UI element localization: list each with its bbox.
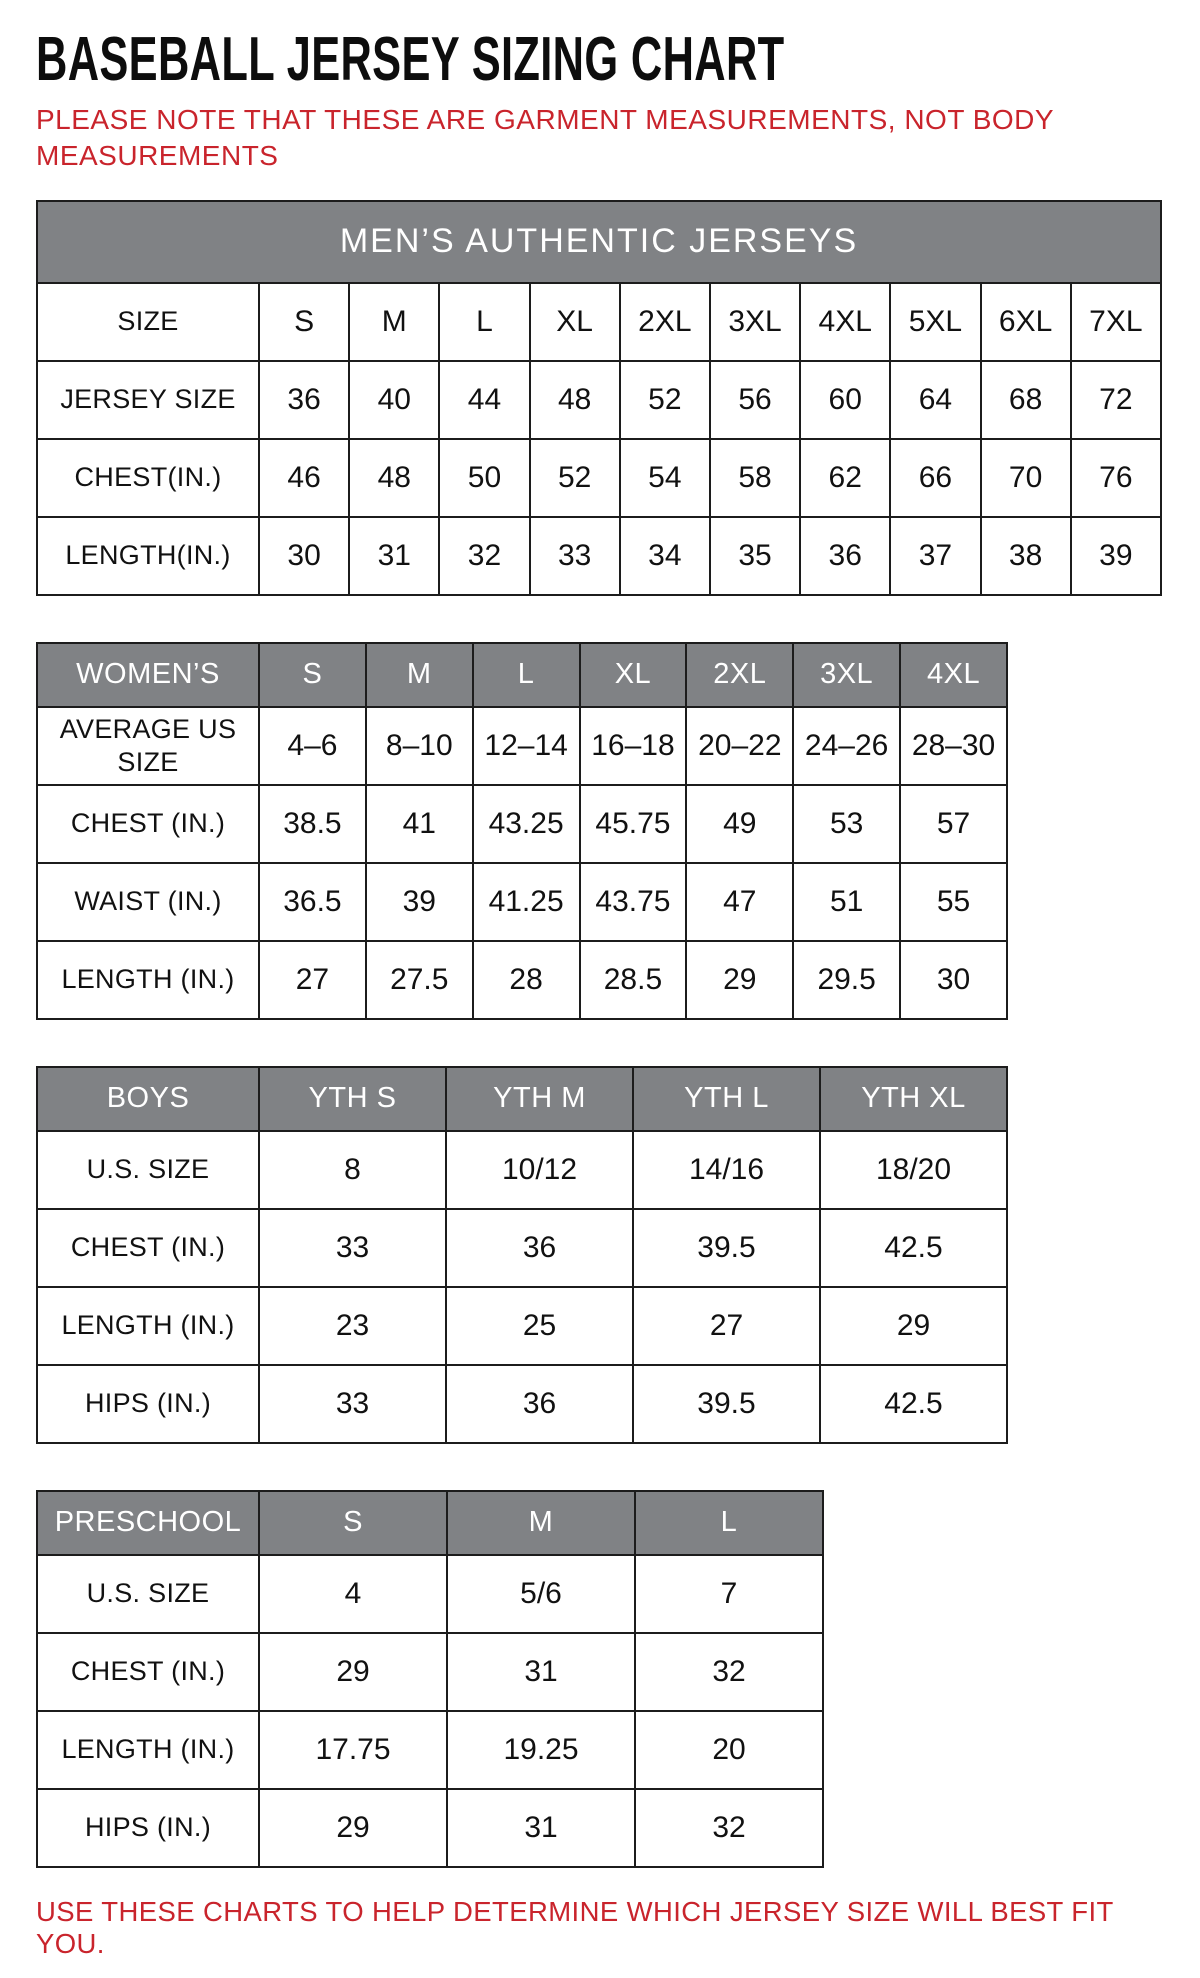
mens-cell: 62 [800, 439, 890, 517]
boys-row [37, 1209, 1007, 1287]
preschool-table [36, 1490, 824, 1868]
boys-cell: 36 [446, 1209, 633, 1287]
mens-cell: 31 [349, 517, 439, 595]
preschool-cell: 17.75 [259, 1711, 447, 1789]
mens-cell: 66 [890, 439, 980, 517]
preschool-cell: 32 [635, 1633, 823, 1711]
womens-cell: 4–6 [259, 707, 366, 785]
mens-cell: 76 [1071, 439, 1161, 517]
mens-banner-row [37, 201, 1161, 283]
womens-row-label: CHEST (IN.) [37, 785, 259, 863]
preschool-cell: 19.25 [447, 1711, 635, 1789]
womens-cell: 39 [366, 863, 473, 941]
boys-cell: 33 [259, 1209, 446, 1287]
mens-cell: 39 [1071, 517, 1161, 595]
womens-column-header: XL [580, 643, 687, 707]
womens-cell: 49 [686, 785, 793, 863]
boys-cell: 42.5 [820, 1365, 1007, 1443]
mens-cell: XL [530, 283, 620, 361]
preschool-cell: 5/6 [447, 1555, 635, 1633]
mens-banner: MEN’S AUTHENTIC JERSEYS [37, 201, 1161, 283]
womens-cell: 51 [793, 863, 900, 941]
mens-cell: 68 [981, 361, 1071, 439]
womens-row-label: AVERAGE US SIZE [37, 707, 259, 785]
preschool-column-header: S [259, 1491, 447, 1555]
boys-header-row [37, 1067, 1007, 1131]
mens-cell: M [349, 283, 439, 361]
womens-header-label: WOMEN’S [37, 643, 259, 707]
boys-row-label: LENGTH (IN.) [37, 1287, 259, 1365]
preschool-row [37, 1633, 823, 1711]
mens-cell: 40 [349, 361, 439, 439]
mens-cell: 38 [981, 517, 1071, 595]
boys-cell: 27 [633, 1287, 820, 1365]
boys-row [37, 1287, 1007, 1365]
womens-cell: 55 [900, 863, 1007, 941]
preschool-header-row [37, 1491, 823, 1555]
mens-row-label: CHEST(IN.) [37, 439, 259, 517]
womens-cell: 27.5 [366, 941, 473, 1019]
preschool-cell: 32 [635, 1789, 823, 1867]
womens-cell: 12–14 [473, 707, 580, 785]
mens-cell: 6XL [981, 283, 1071, 361]
boys-column-header: YTH S [259, 1067, 446, 1131]
page-title [36, 24, 1164, 92]
preschool-row [37, 1789, 823, 1867]
mens-cell: S [259, 283, 349, 361]
preschool-cell: 20 [635, 1711, 823, 1789]
mens-cell: 52 [620, 361, 710, 439]
mens-row-label: JERSEY SIZE [37, 361, 259, 439]
preschool-cell: 31 [447, 1789, 635, 1867]
boys-table [36, 1066, 1008, 1444]
boys-row-label: CHEST (IN.) [37, 1209, 259, 1287]
boys-cell: 23 [259, 1287, 446, 1365]
womens-column-header: M [366, 643, 473, 707]
preschool-row [37, 1555, 823, 1633]
boys-cell: 10/12 [446, 1131, 633, 1209]
preschool-table-section [36, 1490, 1164, 1868]
mens-row-label: LENGTH(IN.) [37, 517, 259, 595]
preschool-cell: 31 [447, 1633, 635, 1711]
mens-row [37, 517, 1161, 595]
womens-column-header: S [259, 643, 366, 707]
boys-cell: 33 [259, 1365, 446, 1443]
boys-cell: 18/20 [820, 1131, 1007, 1209]
mens-cell: 32 [439, 517, 529, 595]
boys-row-label: U.S. SIZE [37, 1131, 259, 1209]
mens-cell: 56 [710, 361, 800, 439]
womens-cell: 29.5 [793, 941, 900, 1019]
mens-cell: 5XL [890, 283, 980, 361]
boys-table-section [36, 1066, 1164, 1444]
garment-measurement-note: PLEASE NOTE THAT THESE ARE GARMENT MEASUREMENTS, NOT BODY MEASUREMENTS [36, 104, 1054, 171]
boys-column-header: YTH M [446, 1067, 633, 1131]
womens-row-label: WAIST (IN.) [37, 863, 259, 941]
boys-cell: 14/16 [633, 1131, 820, 1209]
mens-cell: 58 [710, 439, 800, 517]
womens-cell: 41 [366, 785, 473, 863]
mens-cell: 48 [349, 439, 439, 517]
mens-cell: 54 [620, 439, 710, 517]
womens-cell: 36.5 [259, 863, 366, 941]
mens-cell: 3XL [710, 283, 800, 361]
preschool-cell: 29 [259, 1789, 447, 1867]
mens-cell: 52 [530, 439, 620, 517]
mens-cell: 35 [710, 517, 800, 595]
mens-cell: 30 [259, 517, 349, 595]
womens-cell: 43.25 [473, 785, 580, 863]
womens-cell: 8–10 [366, 707, 473, 785]
mens-cell: 72 [1071, 361, 1161, 439]
mens-row [37, 439, 1161, 517]
preschool-row-label: LENGTH (IN.) [37, 1711, 259, 1789]
mens-cell: 7XL [1071, 283, 1161, 361]
boys-cell: 36 [446, 1365, 633, 1443]
boys-row [37, 1365, 1007, 1443]
preschool-row-label: U.S. SIZE [37, 1555, 259, 1633]
mens-cell: 37 [890, 517, 980, 595]
womens-row-label: LENGTH (IN.) [37, 941, 259, 1019]
fit-advice-footer: USE THESE CHARTS TO HELP DETERMINE WHICH JERSEY SIZE WILL BEST FIT YOU. [36, 1895, 1114, 1959]
womens-cell: 41.25 [473, 863, 580, 941]
boys-cell: 39.5 [633, 1209, 820, 1287]
womens-row [37, 785, 1007, 863]
mens-cell: 33 [530, 517, 620, 595]
boys-row [37, 1131, 1007, 1209]
preschool-row [37, 1711, 823, 1789]
womens-row [37, 941, 1007, 1019]
womens-cell: 20–22 [686, 707, 793, 785]
womens-cell: 28.5 [580, 941, 687, 1019]
boys-cell: 25 [446, 1287, 633, 1365]
mens-cell: 36 [800, 517, 890, 595]
mens-cell: 36 [259, 361, 349, 439]
boys-cell: 8 [259, 1131, 446, 1209]
womens-cell: 43.75 [580, 863, 687, 941]
page-title-text: BASEBALL JERSEY SIZING CHART [36, 25, 785, 94]
mens-cell: 60 [800, 361, 890, 439]
mens-cell: 64 [890, 361, 980, 439]
womens-cell: 45.75 [580, 785, 687, 863]
womens-cell: 47 [686, 863, 793, 941]
boys-cell: 42.5 [820, 1209, 1007, 1287]
preschool-cell: 29 [259, 1633, 447, 1711]
mens-cell: 50 [439, 439, 529, 517]
preschool-row-label: HIPS (IN.) [37, 1789, 259, 1867]
mens-cell: 46 [259, 439, 349, 517]
womens-cell: 57 [900, 785, 1007, 863]
womens-row [37, 707, 1007, 785]
preschool-row-label: CHEST (IN.) [37, 1633, 259, 1711]
womens-row [37, 863, 1007, 941]
womens-table-section [36, 642, 1164, 1020]
mens-table-section [36, 200, 1164, 596]
boys-row-label: HIPS (IN.) [37, 1365, 259, 1443]
womens-column-header: 4XL [900, 643, 1007, 707]
preschool-column-header: M [447, 1491, 635, 1555]
boys-column-header: YTH XL [820, 1067, 1007, 1131]
boys-header-label: BOYS [37, 1067, 259, 1131]
mens-row [37, 283, 1161, 361]
womens-header-row [37, 643, 1007, 707]
boys-cell: 39.5 [633, 1365, 820, 1443]
mens-cell: 44 [439, 361, 529, 439]
preschool-header-label: PRESCHOOL [37, 1491, 259, 1555]
womens-cell: 27 [259, 941, 366, 1019]
womens-cell: 29 [686, 941, 793, 1019]
mens-cell: L [439, 283, 529, 361]
preschool-cell: 7 [635, 1555, 823, 1633]
mens-cell: 34 [620, 517, 710, 595]
womens-cell: 30 [900, 941, 1007, 1019]
preschool-column-header: L [635, 1491, 823, 1555]
womens-column-header: L [473, 643, 580, 707]
mens-row [37, 361, 1161, 439]
mens-table [36, 200, 1162, 596]
womens-table [36, 642, 1008, 1020]
womens-cell: 53 [793, 785, 900, 863]
womens-cell: 16–18 [580, 707, 687, 785]
mens-cell: 4XL [800, 283, 890, 361]
womens-cell: 28–30 [900, 707, 1007, 785]
mens-cell: 2XL [620, 283, 710, 361]
womens-column-header: 3XL [793, 643, 900, 707]
preschool-cell: 4 [259, 1555, 447, 1633]
boys-column-header: YTH L [633, 1067, 820, 1131]
womens-cell: 24–26 [793, 707, 900, 785]
boys-cell: 29 [820, 1287, 1007, 1365]
mens-cell: 70 [981, 439, 1071, 517]
mens-cell: 48 [530, 361, 620, 439]
womens-cell: 28 [473, 941, 580, 1019]
mens-row-label: SIZE [37, 283, 259, 361]
womens-cell: 38.5 [259, 785, 366, 863]
womens-column-header: 2XL [686, 643, 793, 707]
